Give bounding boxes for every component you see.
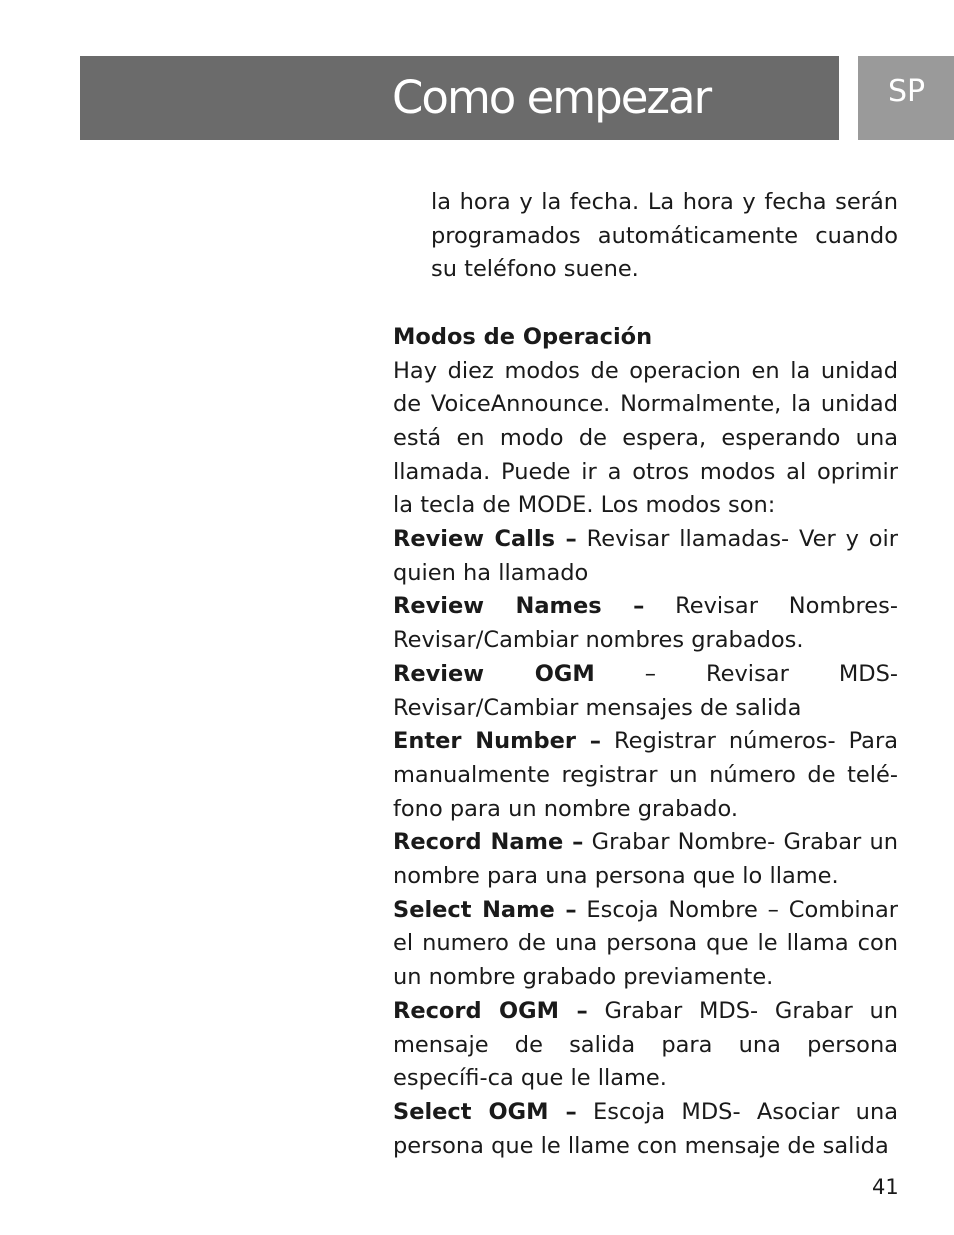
mode-description: Escoja MDS- Asociar una persona que le llame con mensaje de salida <box>393 1098 898 1159</box>
mode-description: Escoja Nombre – Combinar el numero de una persona que le llama con un nombre grabado previamente. <box>393 896 898 991</box>
mode-item-record-name <box>393 826 898 893</box>
intro-paragraph: la hora y la fecha. La hora y fecha serán programados automáticamente cuando su teléfono suene. <box>431 189 898 283</box>
mode-term: Select Name – <box>393 896 577 923</box>
mode-term: Review Calls – <box>393 526 577 553</box>
mode-item-enter-number <box>393 725 898 826</box>
spacer <box>393 287 898 321</box>
page-title: Como empezar <box>392 71 711 124</box>
mode-description: Revisar llamadas- Ver y oir quien ha llamado <box>393 526 898 586</box>
mode-description: Revisar Nombres- Revisar/Cambiar nombres grabados. <box>393 593 898 654</box>
mode-item-review-names <box>393 590 898 657</box>
mode-term: Review OGM <box>393 660 595 687</box>
mode-item-record-ogm <box>393 995 898 1096</box>
mode-description: Registrar números- Para manualmente registrar un número de telé-fono para un nombre grabado. <box>393 728 899 822</box>
mode-description: – Revisar MDS- Revisar/Cambiar mensajes de salida <box>393 660 898 721</box>
mode-item-select-ogm <box>393 1096 898 1163</box>
section-heading: Modos de Operación <box>393 323 653 350</box>
mode-term: Select OGM – <box>393 1098 577 1125</box>
body-content <box>393 186 898 1163</box>
mode-term: Review Names – <box>393 593 645 620</box>
mode-description: Grabar Nombre- Grabar un nombre para una persona que lo llame. <box>393 829 899 890</box>
page-number: 41 <box>872 1175 899 1199</box>
mode-item-review-calls <box>393 523 898 590</box>
mode-item-select-name <box>393 894 898 995</box>
mode-item-review-ogm <box>393 658 898 725</box>
section-paragraph: Hay diez modos de operacion en la unidad de VoiceAnnounce. Normalmente, la unidad está en modo de espera, esperando una llamada. Puede ir a otros modos al oprimir la tecla de MODE. Los modos son: <box>393 357 898 519</box>
mode-description: Grabar MDS- Grabar un mensaje de salida para una persona específi-ca que le llame. <box>393 997 898 1092</box>
mode-term: Enter Number – <box>393 728 601 755</box>
mode-term: Record OGM – <box>393 997 588 1024</box>
language-tab <box>858 56 954 140</box>
language-tab-label: SP <box>888 74 926 109</box>
title-bar <box>80 56 839 140</box>
mode-term: Record Name – <box>393 829 584 856</box>
